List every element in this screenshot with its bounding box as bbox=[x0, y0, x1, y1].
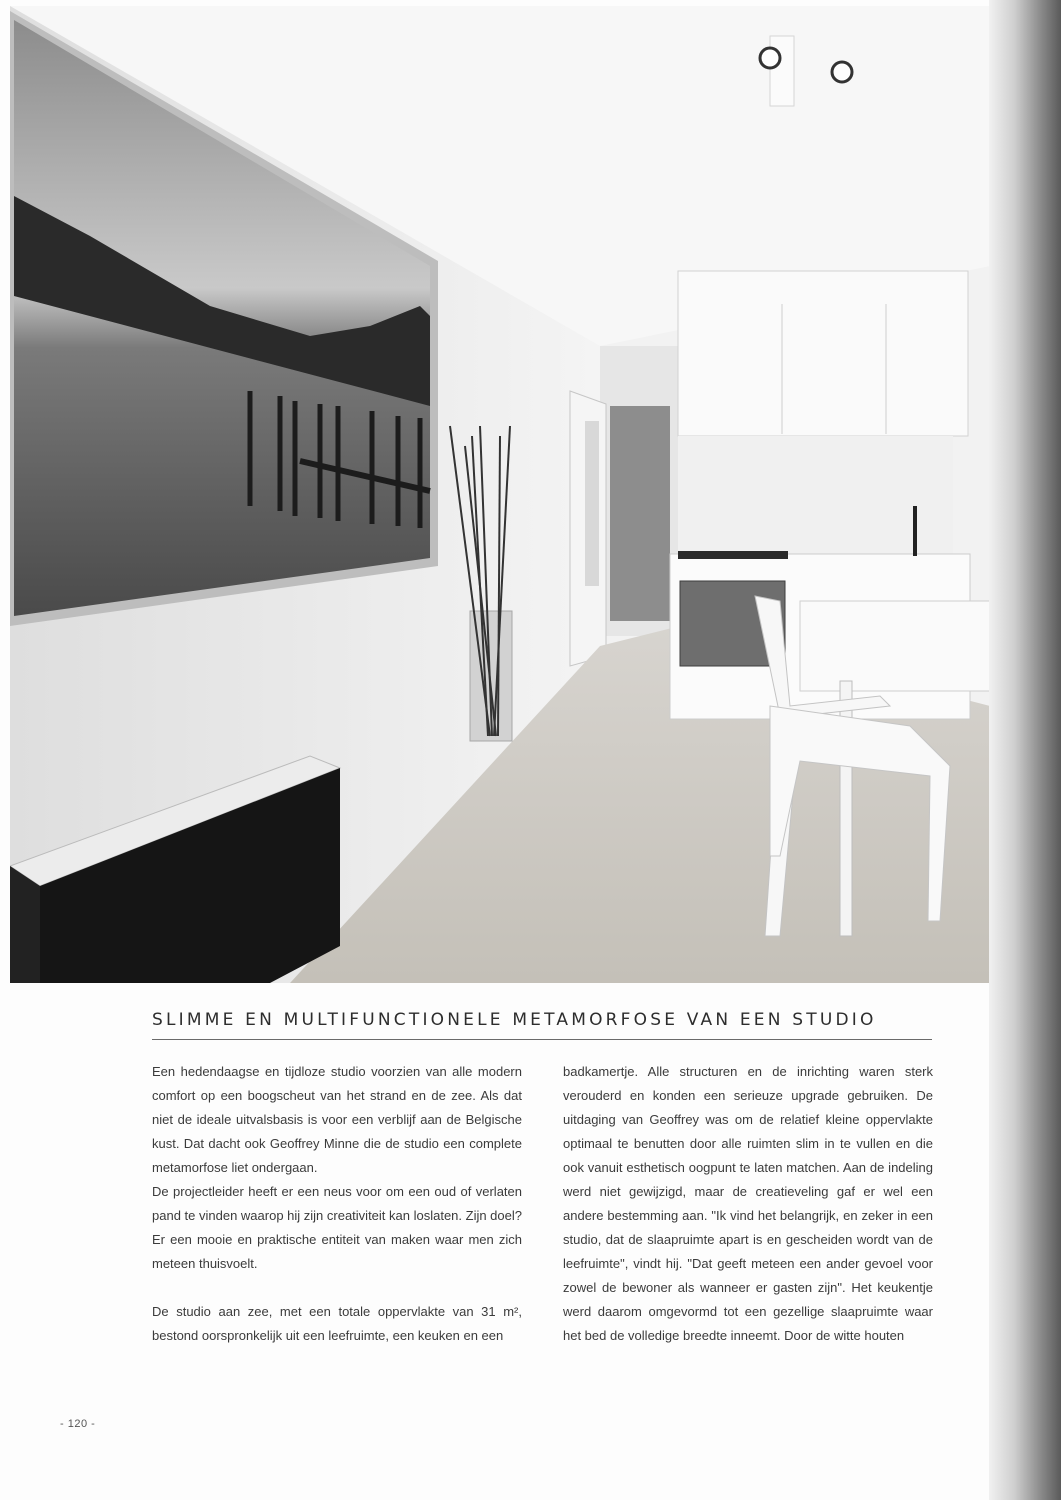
paragraph: Een hedendaagse en tijdloze studio voorzien van alle modern comfort op een boogscheut van het strand en de zee. Als dat niet de ideale uitvalsbasis is voor een verblijf aan de Belgische kust. Dat dacht ook Geoffrey Minne die de studio een complete metamorfose liet ondergaan. bbox=[152, 1064, 522, 1175]
interior-photo bbox=[10, 6, 990, 983]
paragraph: badkamertje. Alle structuren en de inrichting waren sterk verouderd en konden een serieuze upgrade gebruiken. De uitdaging van Geoffrey was om de relatief kleine oppervlakte optimaal te benutten door alle ruimten slim in te vullen en die ook vanuit esthetisch oogpunt te laten matchen. Aan de indeling werd niet gewijzigd, maar de creatieveling gaf er wel een andere bestemming aan. "Ik vind het belangrijk, en zeker in een studio, dat de slaapruimte apart is en gescheiden wordt van de leefruimte", vindt hij. "Dat geeft meteen een ander gevoel voor zowel de bewoner als wanneer er gasten zijn". Het keukentje werd daarom omgevormd tot een gezellige slaapruimte waar het bed de volledige breedte inneemt. Door de witte houten bbox=[563, 1064, 933, 1343]
paragraph: De studio aan zee, met een totale oppervlakte van 31 m², bestond oorspronkelijk uit een leefruimte, een keuken en een bbox=[152, 1304, 522, 1343]
text-column-left bbox=[152, 1060, 522, 1348]
article-title: SLIMME EN MULTIFUNCTIONELE METAMORFOSE VAN EEN STUDIO bbox=[152, 1010, 877, 1030]
paragraph: De projectleider heeft er een neus voor om een oud of verlaten pand te vinden waarop hij zijn creativiteit kan loslaten. Zijn doel? Er een mooie en praktische entiteit van maken waar men zich meteen thuisvoelt. bbox=[152, 1184, 522, 1271]
page-number: - 120 - bbox=[60, 1418, 96, 1430]
book-spine-shadow bbox=[989, 0, 1061, 1500]
title-rule bbox=[152, 1039, 932, 1040]
text-column-right bbox=[563, 1060, 933, 1348]
